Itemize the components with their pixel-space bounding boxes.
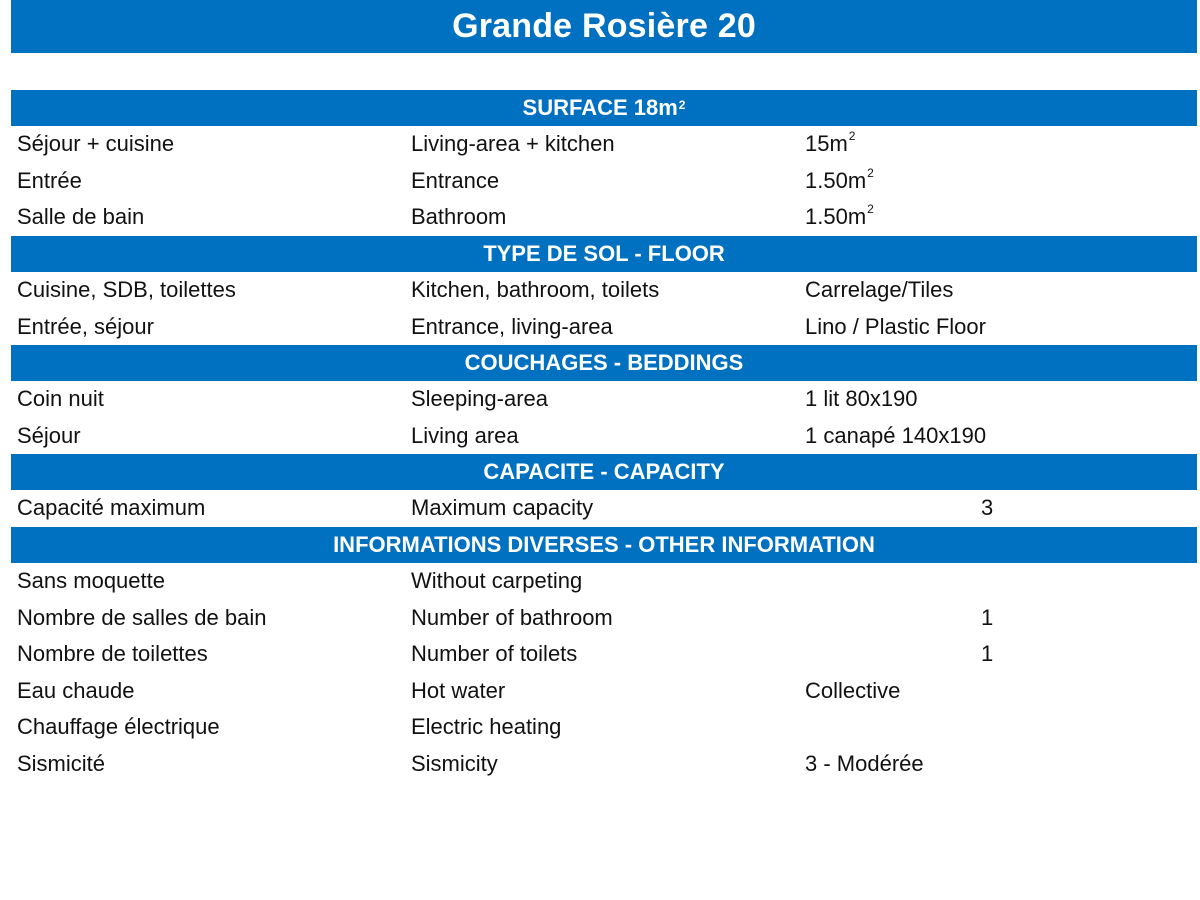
cell-french: Cuisine, SDB, toilettes (17, 277, 236, 303)
table-row (11, 490, 1197, 527)
table-row (11, 272, 1197, 309)
cell-english: Hot water (411, 677, 506, 703)
cell-french: Séjour (17, 422, 81, 448)
value-superscript: 2 (867, 202, 874, 217)
table-row (11, 673, 1197, 710)
numeric-value: 3 (981, 495, 994, 521)
cell-english: Kitchen, bathroom, toilets (411, 277, 660, 303)
cell-value (799, 128, 1197, 157)
cell-value: Lino / Plastic Floor (805, 313, 986, 339)
section-header-label: SURFACE 18m (522, 95, 678, 120)
table-row (11, 636, 1197, 673)
cell-english: Without carpeting (411, 568, 583, 594)
section-header-floor: TYPE DE SOL - FLOOR (11, 236, 1197, 272)
cell-french: Eau chaude (17, 677, 135, 703)
section-header-superscript: 2 (678, 98, 686, 112)
cell-value: Carrelage/Tiles (805, 277, 954, 303)
cell-french: Chauffage électrique (17, 714, 220, 740)
cell-english: Number of toilets (411, 641, 578, 667)
section-header-other-information: INFORMATIONS DIVERSES - OTHER INFORMATION (11, 527, 1197, 563)
cell-value: 1 canapé 140x190 (805, 422, 987, 448)
cell-french: Nombre de salles de bain (17, 604, 267, 630)
cell-value (799, 204, 1197, 230)
value-superscript: 2 (848, 128, 856, 143)
table-row (11, 746, 1197, 783)
cell-value: 3 - Modérée (805, 751, 924, 777)
cell-english: Sismicity (411, 751, 498, 777)
cell-value: Collective (805, 677, 901, 703)
cell-english: Maximum capacity (411, 495, 594, 521)
cell-english: Entrance (411, 167, 500, 193)
section-header-surface (11, 90, 1197, 126)
value-text: 1.50m (805, 204, 867, 230)
cell-value (799, 165, 1197, 194)
numeric-value: 1 (981, 604, 994, 630)
cell-french: Nombre de toilettes (17, 641, 208, 667)
cell-english: Number of bathroom (411, 604, 613, 630)
cell-english: Living area (411, 422, 519, 448)
cell-value: 1 lit 80x190 (805, 386, 918, 412)
table-row (11, 599, 1197, 636)
property-details-sheet (11, 90, 1197, 782)
cell-french: Entrée (17, 167, 82, 193)
value-superscript: 2 (867, 165, 874, 180)
table-row (11, 563, 1197, 600)
cell-french: Séjour + cuisine (17, 131, 175, 157)
cell-french: Capacité maximum (17, 495, 206, 521)
page-title: Grande Rosière 20 (11, 0, 1197, 53)
section-header-beddings: COUCHAGES - BEDDINGS (11, 345, 1197, 381)
cell-english: Entrance, living-area (411, 313, 613, 339)
cell-english: Living-area + kitchen (411, 131, 615, 157)
cell-english: Bathroom (411, 204, 507, 230)
table-row (11, 308, 1197, 345)
cell-french: Salle de bain (17, 204, 145, 230)
section-header-capacity: CAPACITE - CAPACITY (11, 454, 1197, 490)
table-row (11, 163, 1197, 200)
cell-french: Entrée, séjour (17, 313, 154, 339)
cell-french: Coin nuit (17, 386, 104, 412)
table-row (11, 709, 1197, 746)
cell-english: Sleeping-area (411, 386, 548, 412)
table-row (11, 381, 1197, 418)
numeric-value: 1 (981, 641, 994, 667)
table-row (11, 126, 1197, 163)
value-text: 15m (805, 131, 848, 157)
cell-english: Electric heating (411, 714, 562, 740)
table-row (11, 418, 1197, 455)
cell-french: Sismicité (17, 751, 106, 777)
cell-french: Sans moquette (17, 568, 165, 594)
table-row (11, 199, 1197, 236)
value-text: 1.50m (805, 167, 867, 193)
